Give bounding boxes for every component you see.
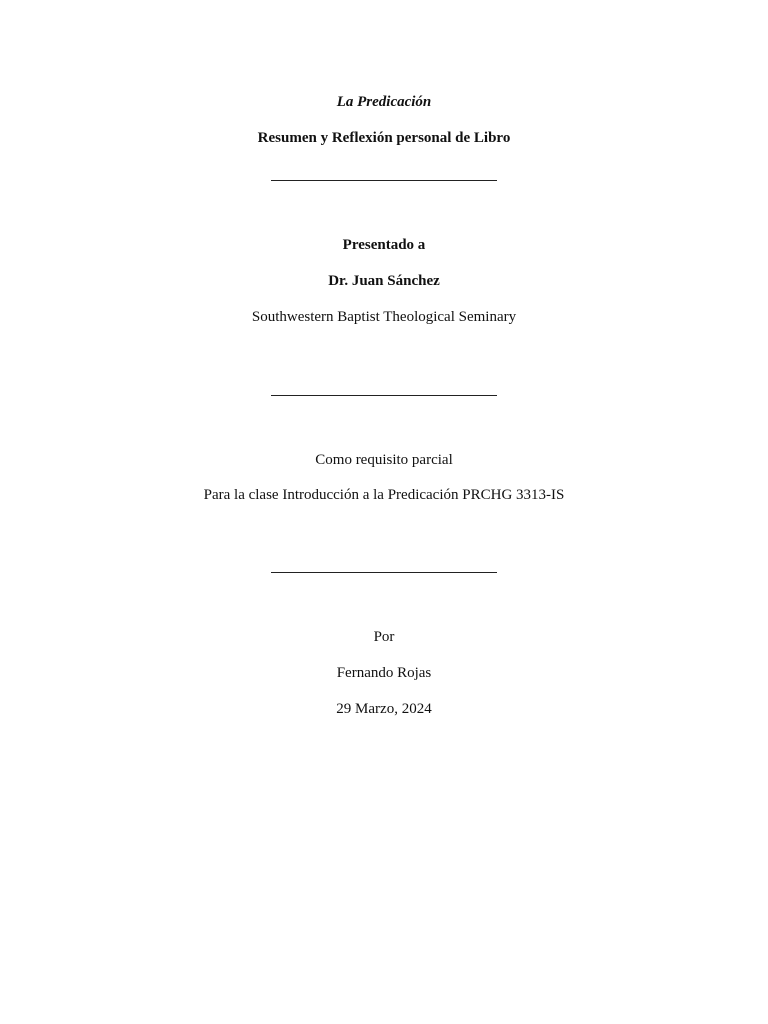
course-line: Para la clase Introducción a la Predicación PRCHG 3313-IS (203, 487, 565, 503)
requirement-line: Como requisito parcial (315, 452, 453, 468)
divider-line (271, 180, 497, 181)
author-name: Fernando Rojas (336, 665, 432, 681)
presented-to-label: Presentado a (342, 237, 426, 253)
by-label: Por (373, 629, 395, 645)
institution-name: Southwestern Baptist Theological Seminary (251, 309, 517, 325)
document-subtitle: Resumen y Reflexión personal de Libro (257, 130, 511, 146)
divider-line (271, 572, 497, 573)
document-title: La Predicación (336, 94, 432, 110)
divider-line (271, 395, 497, 396)
professor-name: Dr. Juan Sánchez (328, 273, 440, 289)
document-date: 29 Marzo, 2024 (336, 701, 432, 717)
